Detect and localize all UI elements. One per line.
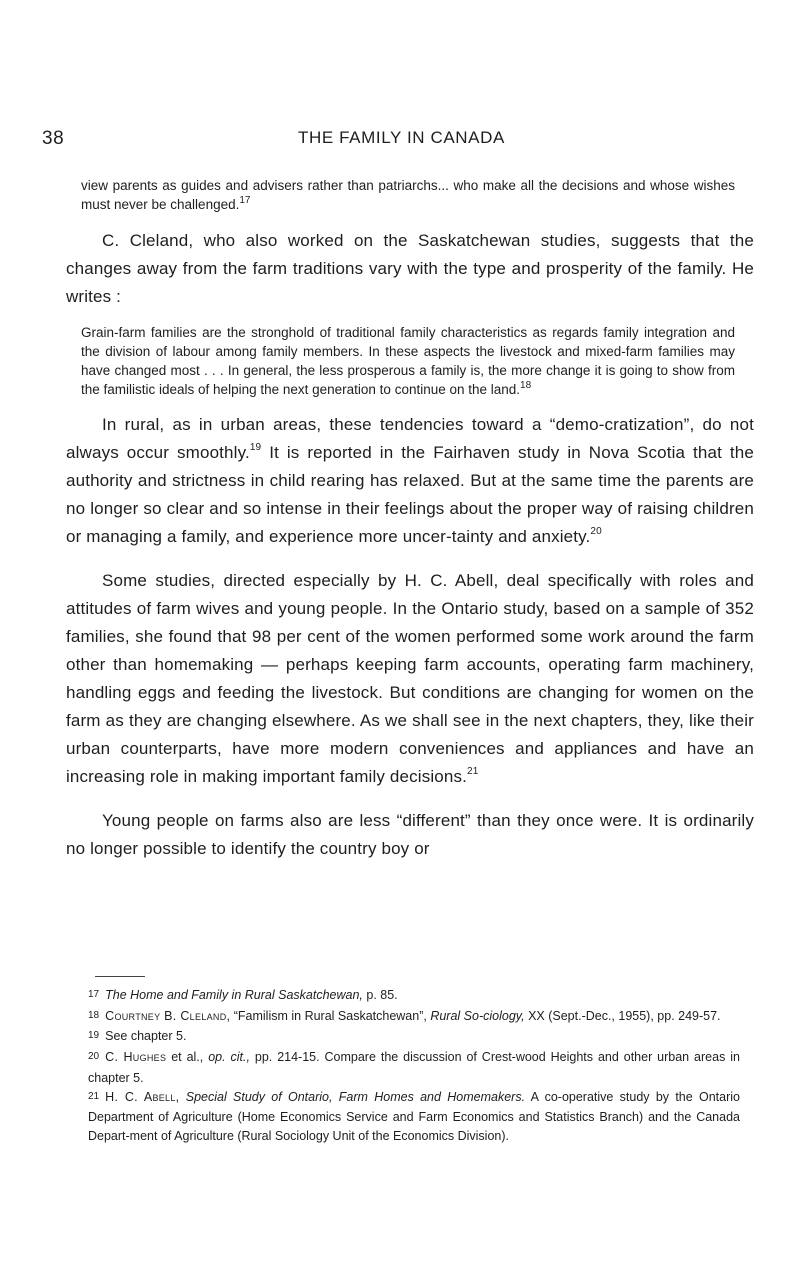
footnote-number: 18	[88, 1009, 100, 1021]
footnote-text: “Familism in Rural Saskatchewan”,	[230, 1008, 431, 1023]
footnote-17	[88, 986, 740, 1007]
footnote-text: XX (Sept.-Dec., 1955), pp. 249-57.	[524, 1008, 721, 1023]
footnote-text: H. C. Abell,	[105, 1089, 180, 1104]
footnote-number: 19	[88, 1030, 100, 1042]
footnote-ref-17: 17	[239, 194, 251, 206]
footnote-18	[88, 1007, 740, 1028]
paragraph-rural-text-a: In rural, as in urban areas, these tendencies toward a “demo-cratization”, do not always occur smoothly.	[66, 415, 754, 462]
footnote-number: 20	[88, 1051, 100, 1063]
block-quote-2	[81, 323, 735, 399]
footnote-text: The Home and Family in Rural Saskatchewan,	[105, 988, 363, 1002]
page-body	[66, 176, 754, 863]
page-header	[42, 128, 762, 158]
paragraph-cleland-text: C. Cleland, who also worked on the Saskatchewan studies, suggests that the changes away from the farm traditions vary with the type and prosperity of the family. He writes :	[66, 231, 754, 306]
block-quote-1	[81, 176, 735, 214]
footnote-text: et al.,	[166, 1050, 209, 1065]
footnote-text: Special Study of Ontario, Farm Homes and Homemakers.	[185, 1089, 526, 1104]
running-head: THE FAMILY IN CANADA	[298, 128, 505, 147]
paragraph-young-people	[66, 807, 754, 863]
quote-2-text: Grain-farm families are the stronghold of traditional family characteristics as regards family integration and the division of labour among family members. In these aspects the livestock and mixed-farm families may have changed most . . . In general, the less prosperous a family is, the more change it is going to show from the familistic ideals of helping the next generation to continue on the land.	[81, 325, 735, 397]
footnote-20	[88, 1048, 740, 1087]
footnotes	[88, 986, 740, 1146]
footnote-text: A co-operative study by the Ontario Department of Agriculture (Home Economics Service and Farm Economics and Statistics Branch) and the Canada Depart-ment of Agriculture (Rural Sociology Unit of the Economics Division).	[88, 1089, 740, 1143]
paragraph-abell	[66, 567, 754, 791]
footnote-text: op. cit.,	[208, 1050, 250, 1065]
footnote-ref-21: 21	[467, 766, 479, 778]
footnote-ref-19: 19	[249, 442, 262, 454]
footnote-divider	[95, 976, 145, 977]
footnote-text: Rural So-ciology,	[430, 1008, 525, 1023]
paragraph-abell-text: Some studies, directed especially by H. C. Abell, deal specifically with roles and attitudes of farm wives and young people. In the Ontario study, based on a sample of 352 families, she found that 98 per cent of the women performed some work around the farm other than homemaking — perhaps keeping farm accounts, operating farm machinery, handling eggs and feeding the livestock. But conditions are changing for women on the farm as they are changing elsewhere. As we shall see in the next chapters, they, like their urban counterparts, have more modern conveniences and appliances and have an increasing role in making important family decisions.	[66, 571, 754, 786]
footnote-text: See chapter 5.	[105, 1029, 187, 1044]
footnote-number: 21	[88, 1090, 100, 1102]
footnote-ref-20: 20	[590, 526, 602, 538]
quote-1-text: view parents as guides and advisers rather than patriarchs... who make all the decisions and whose wishes must never be challenged.	[81, 178, 735, 212]
footnote-text: p. 85.	[362, 988, 398, 1002]
footnote-ref-18: 18	[520, 379, 532, 391]
footnote-text: Courtney B. Cleland,	[105, 1008, 231, 1023]
paragraph-rural	[66, 411, 754, 551]
page-number: 38	[42, 128, 65, 149]
footnote-number: 17	[88, 989, 100, 1000]
footnote-21	[88, 1088, 740, 1146]
paragraph-young-people-text: Young people on farms also are less “different” than they once were. It is ordinarily no longer possible to identify the country boy or	[66, 811, 754, 858]
footnote-19	[88, 1027, 740, 1048]
paragraph-rural-text-b: It is reported in the Fairhaven study in Nova Scotia that the authority and strictness in child rearing has relaxed. But at the same time the parents are no longer so clear and so intense in their feelings about the proper way of raising children or managing a family, and experience more uncer-tainty and anxiety.	[66, 443, 754, 546]
footnote-text: pp. 214-15. Compare the discussion of Crest-wood Heights and other urban areas in chapter 5.	[88, 1050, 740, 1085]
footnote-text: C. Hughes	[105, 1050, 167, 1065]
paragraph-cleland	[66, 227, 754, 311]
